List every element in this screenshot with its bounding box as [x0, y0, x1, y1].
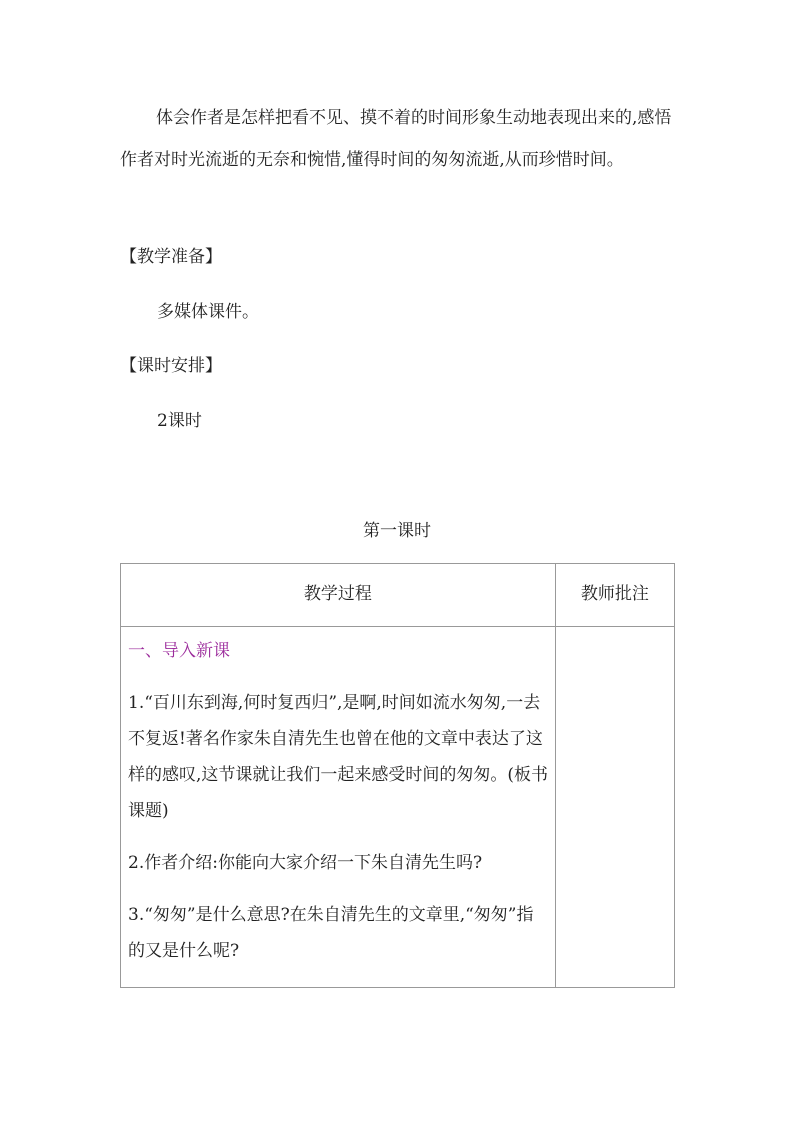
- teaching-process-table: [120, 563, 675, 988]
- intro-text: 体会作者是怎样把看不见、摸不着的时间形象生动地表现出来的,感悟作者对时光流逝的无奈和惋惜,懂得时间的匆匆流逝,从而珍惜时间。: [120, 108, 672, 170]
- header-notes: 教师批注: [555, 564, 674, 627]
- process-cell: [121, 627, 556, 988]
- process-item-3: 3.“匆匆”是什么意思?在朱自清先生的文章里,“匆匆”指的又是什么呢?: [128, 905, 534, 961]
- section-label: 一、导入新课: [128, 641, 230, 661]
- table-header-row: [121, 564, 675, 627]
- preparation-content: 多媒体课件。: [157, 302, 259, 322]
- schedule-heading: 【课时安排】: [120, 356, 222, 376]
- schedule-content: 2课时: [157, 411, 202, 431]
- table-row: [121, 627, 675, 988]
- notes-cell: [555, 627, 674, 988]
- process-item-1: 1.“百川东到海,何时复西归”,是啊,时间如流水匆匆,一去不复返!著名作家朱自清先生也曾在他的文章中表达了这样的感叹,这节课就让我们一起来感受时间的匆匆。(板书课题): [128, 693, 549, 821]
- lesson-title: 第一课时: [363, 521, 431, 541]
- intro-paragraph: [120, 97, 675, 181]
- process-item-2: 2.作者介绍:你能向大家介绍一下朱自清先生吗?: [128, 853, 483, 873]
- preparation-heading: 【教学准备】: [120, 247, 222, 267]
- header-process: 教学过程: [121, 564, 556, 627]
